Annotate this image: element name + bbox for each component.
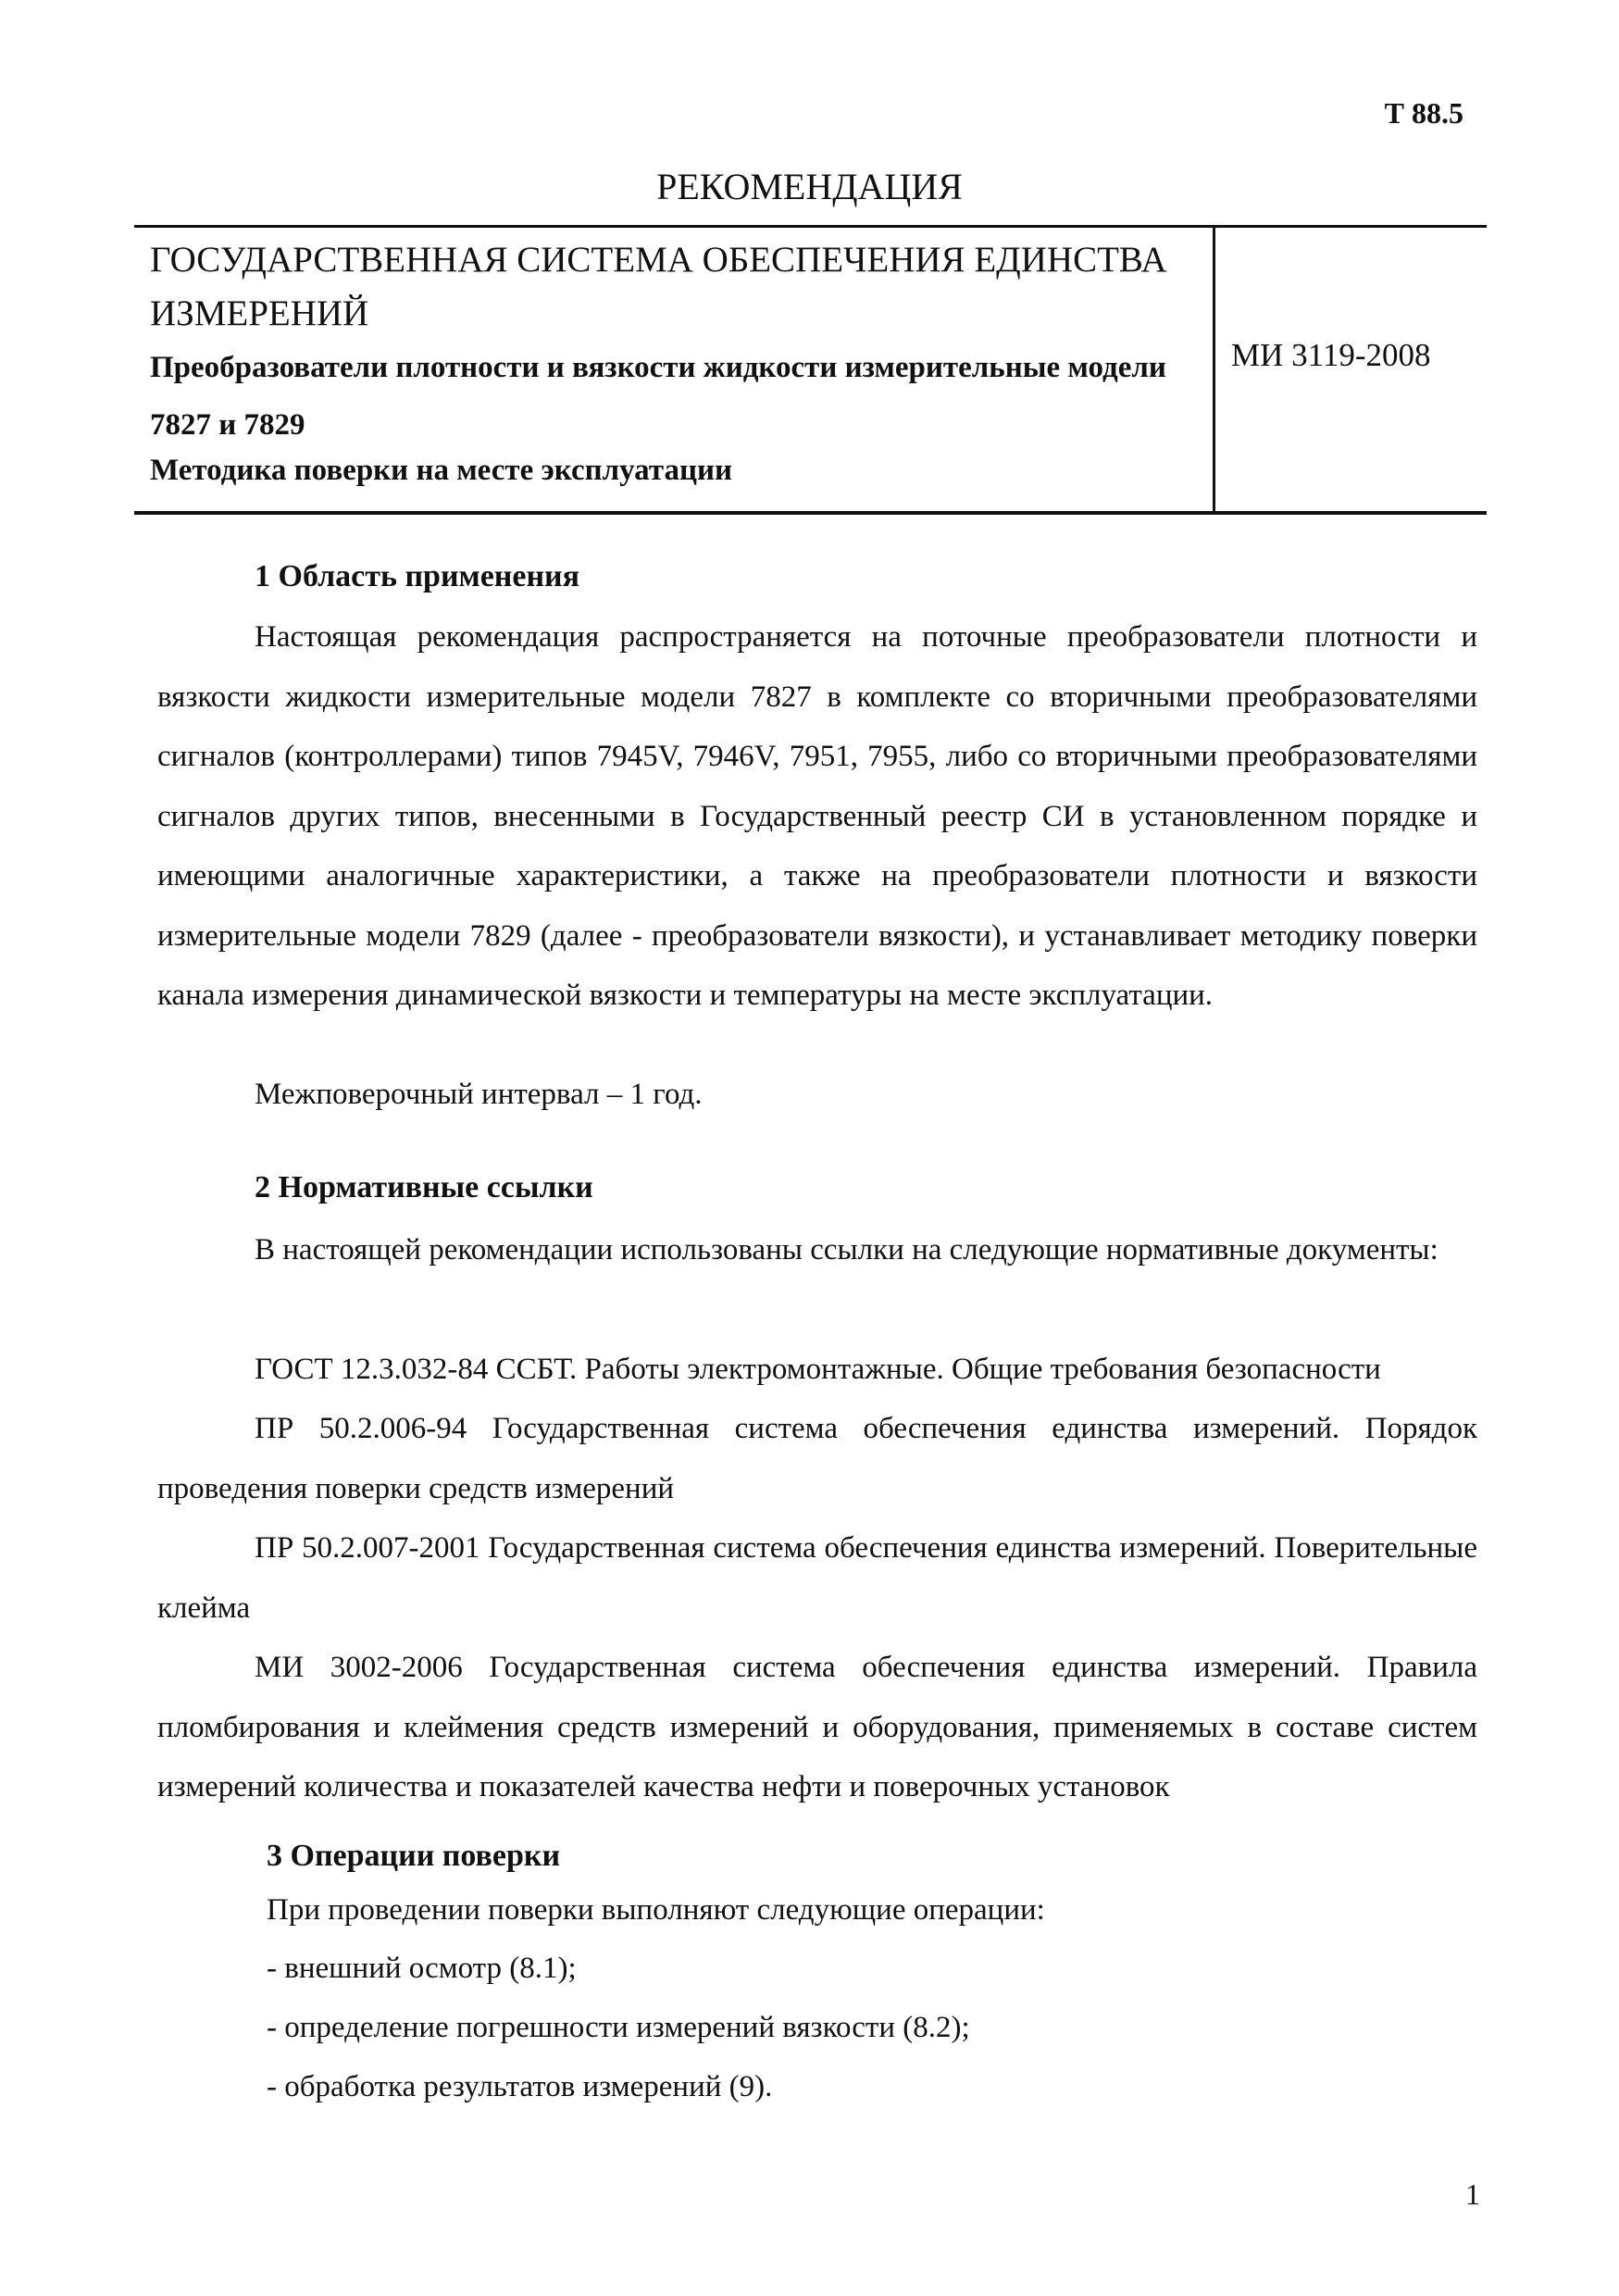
system-name: ГОСУДАРСТВЕННАЯ СИСТЕМА ОБЕСПЕЧЕНИЯ ЕДИНСТВА ИЗМЕРЕНИЙ xyxy=(150,240,1167,333)
reference-item: ГОСТ 12.3.032-84 ССБТ. Работы электромонтажные. Общие требования безопасности xyxy=(255,1353,1381,1386)
document-type-heading: РЕКОМЕНДАЦИЯ xyxy=(656,166,963,207)
operation-item: - определение погрешности измерений вязкости (8.2); xyxy=(267,2011,970,2044)
operation-item: - внешний осмотр (8.1); xyxy=(267,1952,577,1985)
section-1-paragraph: Настоящая рекомендация распространяется на поточные преобразователи плотности и вязкости жидкости измерительные модели 7827 в комплекте со вторичными преобразователями сигналов (контроллерами) типов 7945V, 7946V, 7951, 7955, либо со вторичными преобразователями сигналов других типов, внесенными в Государственный реестр СИ в установленном порядке и имеющими аналогичные характеристики, а также на преобразователи плотности и вязкости измерительные модели 7829 (далее - преобразователи вязкости), и устанавливает методику поверки канала измерения динамической вязкости и температуры на месте эксплуатации. xyxy=(157,620,1477,1012)
header-table xyxy=(134,225,1487,515)
reference-item: ПР 50.2.007-2001 Государственная система обеспечения единства измерений. Поверительные клейма xyxy=(157,1531,1477,1625)
section-2-intro: В настоящей рекомендации использованы ссылки на следующие нормативные документы: xyxy=(255,1233,1438,1267)
verification-interval: Межповерочный интервал – 1 год. xyxy=(255,1078,703,1111)
section-3-intro: При проведении поверки выполняют следующие операции: xyxy=(267,1893,1045,1927)
document-code: МИ 3119-2008 xyxy=(1231,337,1431,373)
section-2-title: 2 Нормативные ссылки xyxy=(255,1170,593,1204)
section-1-title: 1 Область применения xyxy=(255,559,580,593)
document-title: Преобразователи плотности и вязкости жидкости измерительные модели 7827 и 7829 xyxy=(150,351,1166,442)
page-code: Т 88.5 xyxy=(1384,96,1463,130)
operation-item: - обработка результатов измерений (9). xyxy=(267,2070,773,2103)
reference-item: МИ 3002-2006 Государственная система обеспечения единства измерений. Правила пломбирования и клеймения средств измерений и оборудования, применяемых в составе систем измерений количества и показателей качества нефти и поверочных установок xyxy=(157,1651,1477,1803)
reference-item: ПР 50.2.006-94 Государственная система обеспечения единства измерений. Порядок проведения поверки средств измерений xyxy=(157,1412,1477,1505)
header-divider xyxy=(1213,228,1215,511)
page-number: 1 xyxy=(1465,2177,1480,2211)
section-3-title: 3 Операции поверки xyxy=(267,1839,561,1873)
document-subtitle: Методика поверки на месте эксплуатации xyxy=(150,454,732,487)
